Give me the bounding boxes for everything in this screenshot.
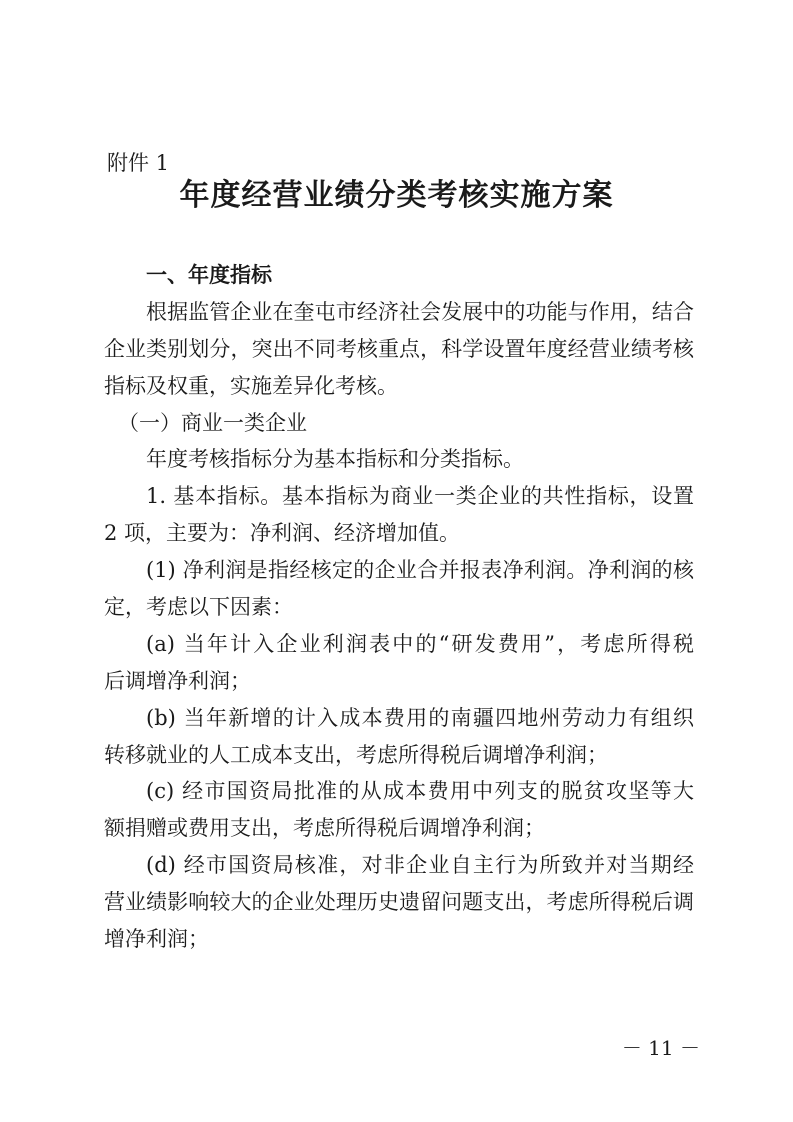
list-item-line: (c) 经市国资局批准的从成本费用中列支的脱贫攻坚等大 <box>146 779 694 804</box>
list-item-line: 增净利润； <box>104 927 209 952</box>
list-item-line: (d) 经市国资局核准，对非企业自主行为所致并对当期经 <box>146 853 694 878</box>
list-item-line: 额捐赠或费用支出，考虑所得税后调增净利润； <box>104 816 545 841</box>
paragraph-line: 定，考虑以下因素： <box>104 595 293 620</box>
list-item-line: 转移就业的人工成本支出，考虑所得税后调增净利润； <box>104 742 608 767</box>
paragraph-line: 企业类别划分，突出不同考核重点，科学设置年度经营业绩考核 <box>104 336 694 361</box>
list-item-line: (b) 当年新增的计入成本费用的南疆四地州劳动力有组织 <box>146 705 694 730</box>
paragraph-line: (1) 净利润是指经核定的企业合并报表净利润。净利润的核 <box>146 558 694 583</box>
paragraph-line: 1. 基本指标。基本指标为商业一类企业的共性指标，设置 <box>146 484 694 509</box>
paragraph-line: 指标及权重，实施差异化考核。 <box>104 373 398 398</box>
document-body <box>104 257 694 958</box>
attachment-label: 附件 1 <box>107 151 170 175</box>
paragraph-line: 根据监管企业在奎屯市经济社会发展中的功能与作用，结合 <box>146 299 694 324</box>
list-item-line: 后调增净利润； <box>104 668 251 693</box>
list-item-line: 营业绩影响较大的企业处理历史遗留问题支出，考虑所得税后调 <box>104 890 694 915</box>
document-title: 年度经营业绩分类考核实施方案 <box>179 178 614 213</box>
subsection-heading: （一）商业一类企业 <box>118 410 307 435</box>
paragraph-line: 年度考核指标分为基本指标和分类指标。 <box>146 447 524 472</box>
page-number: － 11 － <box>621 1036 700 1060</box>
list-item-line: (a) 当年计入企业利润表中的“研发费用”，考虑所得税 <box>146 631 694 656</box>
section-heading: 一、年度指标 <box>146 263 272 287</box>
paragraph-line: 2 项，主要为：净利润、经济增加值。 <box>104 521 461 546</box>
